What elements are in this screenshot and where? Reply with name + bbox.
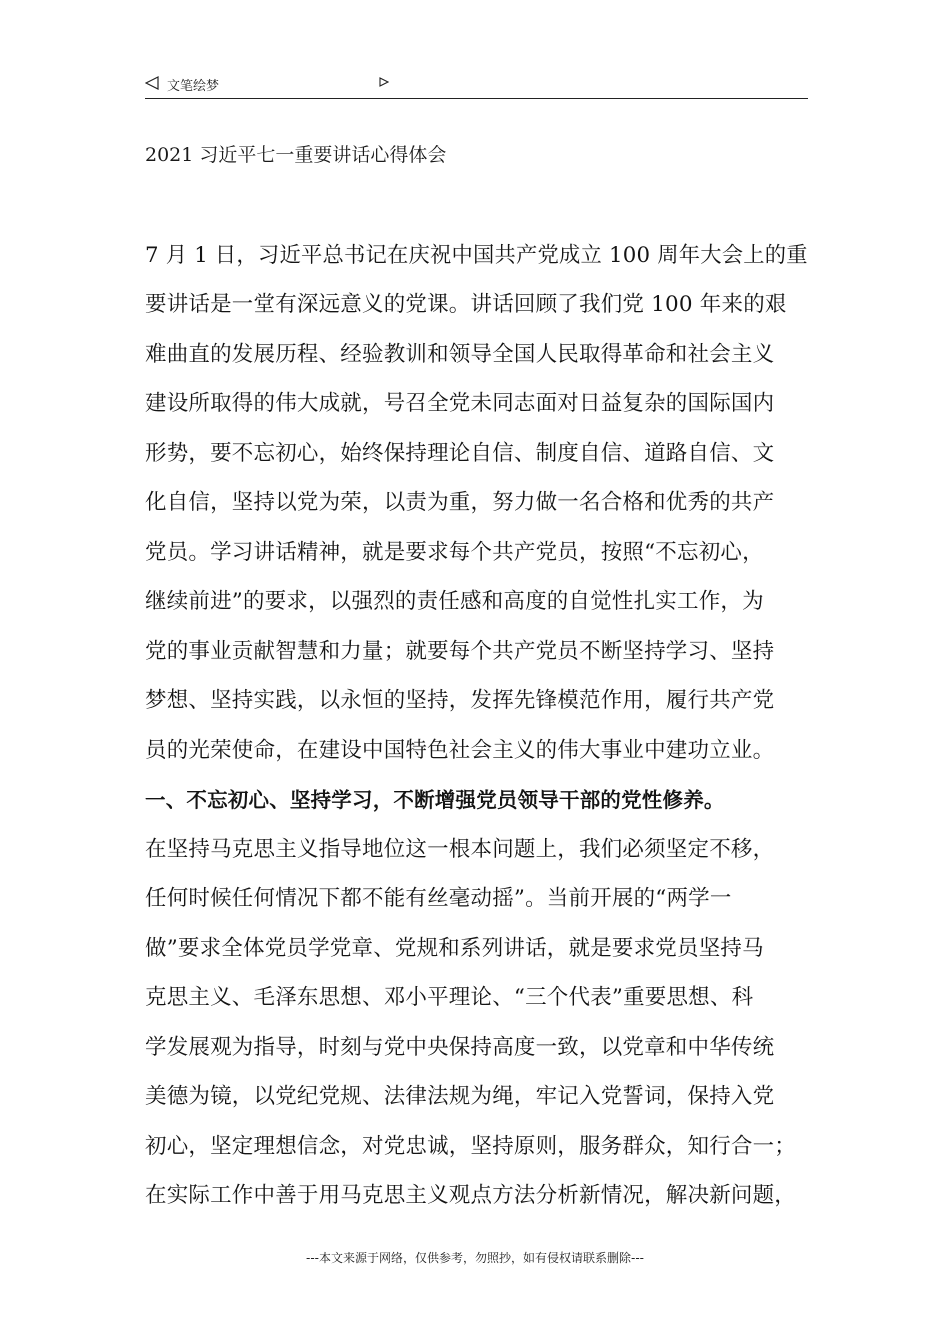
text-line: 要讲话是一堂有深远意义的党课。讲话回顾了我们党 100 年来的艰 xyxy=(145,292,787,317)
text-line: 化自信，坚持以党为荣，以责为重，努力做一名合格和优秀的共产 xyxy=(145,490,775,515)
triangle-left-outline-icon xyxy=(145,76,159,90)
text-line: 做”要求全体党员学党章、党规和系列讲话，就是要求党员坚持马 xyxy=(145,936,764,961)
footer-disclaimer: ---本文来源于网络，仅供参考，勿照抄，如有侵权请联系删除--- xyxy=(306,1251,644,1265)
text-line: 美德为镜，以党纪党规、法律法规为绳，牢记入党誓词，保持入党 xyxy=(145,1084,775,1109)
text-line: 梦想、坚持实践，以永恒的坚持，发挥先锋模范作用，履行共产党 xyxy=(145,688,775,713)
triangle-right-outline-icon xyxy=(379,77,389,87)
section-heading: 一、不忘初心、坚持学习，不断增强党员领导干部的党性修养。 xyxy=(145,788,725,812)
page-header xyxy=(145,70,808,99)
text-line: 党员。学习讲话精神，就是要求每个共产党员，按照“不忘初心， xyxy=(145,540,764,565)
text-line: 建设所取得的伟大成就，号召全党未同志面对日益复杂的国际国内 xyxy=(145,391,775,416)
text-line: 7 月 1 日，习近平总书记在庆祝中国共产党成立 100 周年大会上的重 xyxy=(145,243,808,268)
text-line: 形势，要不忘初心，始终保持理论自信、制度自信、道路自信、文 xyxy=(145,441,775,466)
text-line: 在实际工作中善于用马克思主义观点方法分析新情况，解决新问题， xyxy=(145,1183,797,1208)
text-line: 学发展观为指导，时刻与党中央保持高度一致，以党章和中华传统 xyxy=(145,1035,775,1060)
text-line: 初心，坚定理想信念，对党忠诚，坚持原则，服务群众，知行合一； xyxy=(145,1134,797,1159)
text-line: 在坚持马克思主义指导地位这一根本问题上，我们必须坚定不移， xyxy=(145,837,775,862)
text-line: 继续前进”的要求，以强烈的责任感和高度的自觉性扎实工作，为 xyxy=(145,589,764,614)
text-line: 难曲直的发展历程、经验教训和领导全国人民取得革命和社会主义 xyxy=(145,342,775,367)
text-line: 任何时候任何情况下都不能有丝毫动摇”。当前开展的“两学一 xyxy=(145,886,732,911)
document-title: 2021 习近平七一重要讲话心得体会 xyxy=(145,144,447,166)
text-line: 克思主义、毛泽东思想、邓小平理论、“三个代表”重要思想、科 xyxy=(145,985,754,1010)
text-line: 员的光荣使命，在建设中国特色社会主义的伟大事业中建功立业。 xyxy=(145,738,775,763)
text-line: 党的事业贡献智慧和力量；就要每个共产党员不断坚持学习、坚持 xyxy=(145,639,775,664)
header-brand: 文笔绘梦 xyxy=(167,79,220,94)
